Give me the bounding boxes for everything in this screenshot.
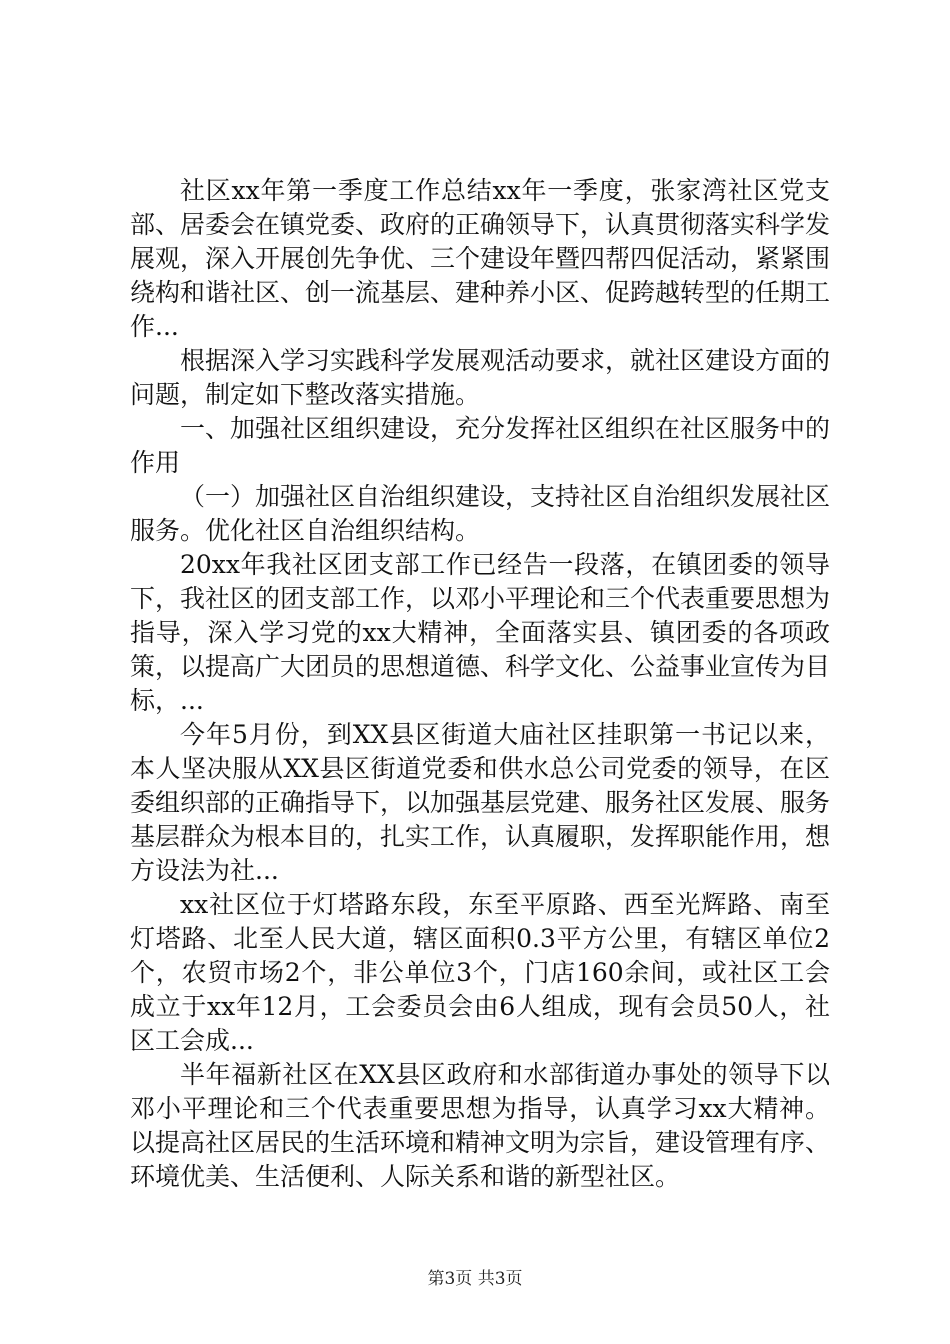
paragraph-7: xx社区位于灯塔路东段，东至平原路、西至光辉路、南至灯塔路、北至人民大道，辖区面积0.3平方公里，有辖区单位2个，农贸市场2个，非公单位3个，门店160余间，或社区工会成立于xx年12月，工会委员会由6人组成，现有会员50人，社区工会成...	[130, 890, 830, 1055]
page-footer: 第3页 共3页	[427, 1269, 523, 1289]
paragraph-3: 一、加强社区组织建设，充分发挥社区组织在社区服务中的作用	[130, 414, 831, 477]
paragraph-6: 今年5月份，到XX县区街道大庙社区挂职第一书记以来，本人坚决服从XX县区街道党委和供水总公司党委的领导，在区委组织部的正确指导下，以加强基层党建、服务社区发展、服务基层群众为根本目的，扎实工作，认真履职，发挥职能作用，想方设法为社...	[130, 720, 831, 885]
paragraph-1: 社区xx年第一季度工作总结xx年一季度，张家湾社区党支部、居委会在镇党委、政府的正确领导下，认真贯彻落实科学发展观，深入开展创先争优、三个建设年暨四帮四促活动，紧紧围绕构和谐社区、创一流基层、建种养小区、促跨越转型的任期工作...	[130, 176, 831, 341]
paragraph-2: 根据深入学习实践科学发展观活动要求，就社区建设方面的问题，制定如下整改落实措施。	[130, 346, 831, 409]
paragraph-4: （一）加强社区自治组织建设，支持社区自治组织发展社区服务。优化社区自治组织结构。	[130, 482, 831, 545]
paragraph-8: 半年福新社区在XX县区政府和水部街道办事处的领导下以邓小平理论和三个代表重要思想为指导，认真学习xx大精神。以提高社区居民的生活环境和精神文明为宗旨，建设管理有序、环境优美、生活便利、人际关系和谐的新型社区。	[130, 1060, 831, 1191]
paragraph-5: 20xx年我社区团支部工作已经告一段落，在镇团委的领导下，我社区的团支部工作，以邓小平理论和三个代表重要思想为指导，深入学习党的xx大精神，全面落实县、镇团委的各项政策，以提高广大团员的思想道德、科学文化、公益事业宣传为目标，...	[130, 550, 831, 715]
document-body	[130, 174, 830, 1194]
